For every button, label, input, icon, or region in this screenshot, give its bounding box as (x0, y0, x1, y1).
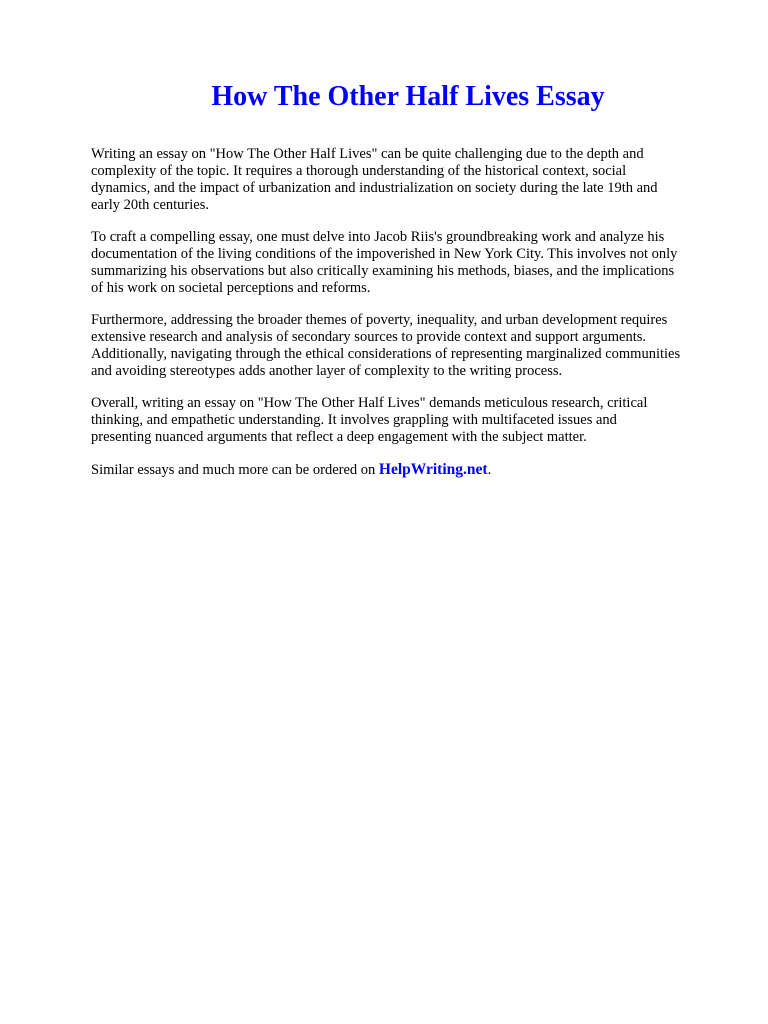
paragraph-2 (91, 229, 731, 297)
document-body (91, 146, 731, 494)
paragraph-line: early 20th centuries. (91, 197, 209, 213)
document-title: How The Other Half Lives Essay (211, 81, 605, 112)
paragraph-line: Additionally, navigating through the ethical considerations of representing marginalized communities (91, 346, 681, 362)
paragraph-line: Furthermore, addressing the broader themes of poverty, inequality, and urban development requires (91, 312, 668, 328)
paragraph-line: of his work on societal perceptions and reforms. (91, 280, 371, 296)
paragraph-1 (91, 146, 731, 214)
paragraph-line: Writing an essay on "How The Other Half Lives" can be quite challenging due to the depth and (91, 146, 644, 162)
paragraph-line: extensive research and analysis of secondary sources to provide context and support arguments. (91, 329, 646, 345)
closing-suffix: . (487, 462, 492, 478)
paragraph-line: thinking, and empathetic understanding. It involves grappling with multifaceted issues and (91, 412, 617, 428)
paragraph-line: summarizing his observations but also critically examining his methods, biases, and the implications (91, 263, 675, 279)
closing-line (91, 461, 731, 479)
paragraph-line: and avoiding stereotypes adds another layer of complexity to the writing process. (91, 363, 563, 379)
paragraph-line: dynamics, and the impact of urbanization and industrialization on society during the late 19th and (91, 180, 658, 196)
closing-text: Similar essays and much more can be ordered on (91, 462, 379, 478)
paragraph-line: complexity of the topic. It requires a thorough understanding of the historical context, social (91, 163, 627, 179)
paragraph-line: To craft a compelling essay, one must delve into Jacob Riis's groundbreaking work and analyze his (91, 229, 665, 245)
paragraph-3 (91, 312, 731, 380)
paragraph-4 (91, 395, 731, 446)
helpwriting-link[interactable]: HelpWriting.net (378, 461, 488, 478)
paragraph-line: presenting nuanced arguments that reflect a deep engagement with the subject matter. (91, 429, 587, 445)
paragraph-line: Overall, writing an essay on "How The Other Half Lives" demands meticulous research, critical (91, 395, 648, 411)
paragraph-line: documentation of the living conditions of the impoverished in New York City. This involves not only (91, 246, 678, 262)
